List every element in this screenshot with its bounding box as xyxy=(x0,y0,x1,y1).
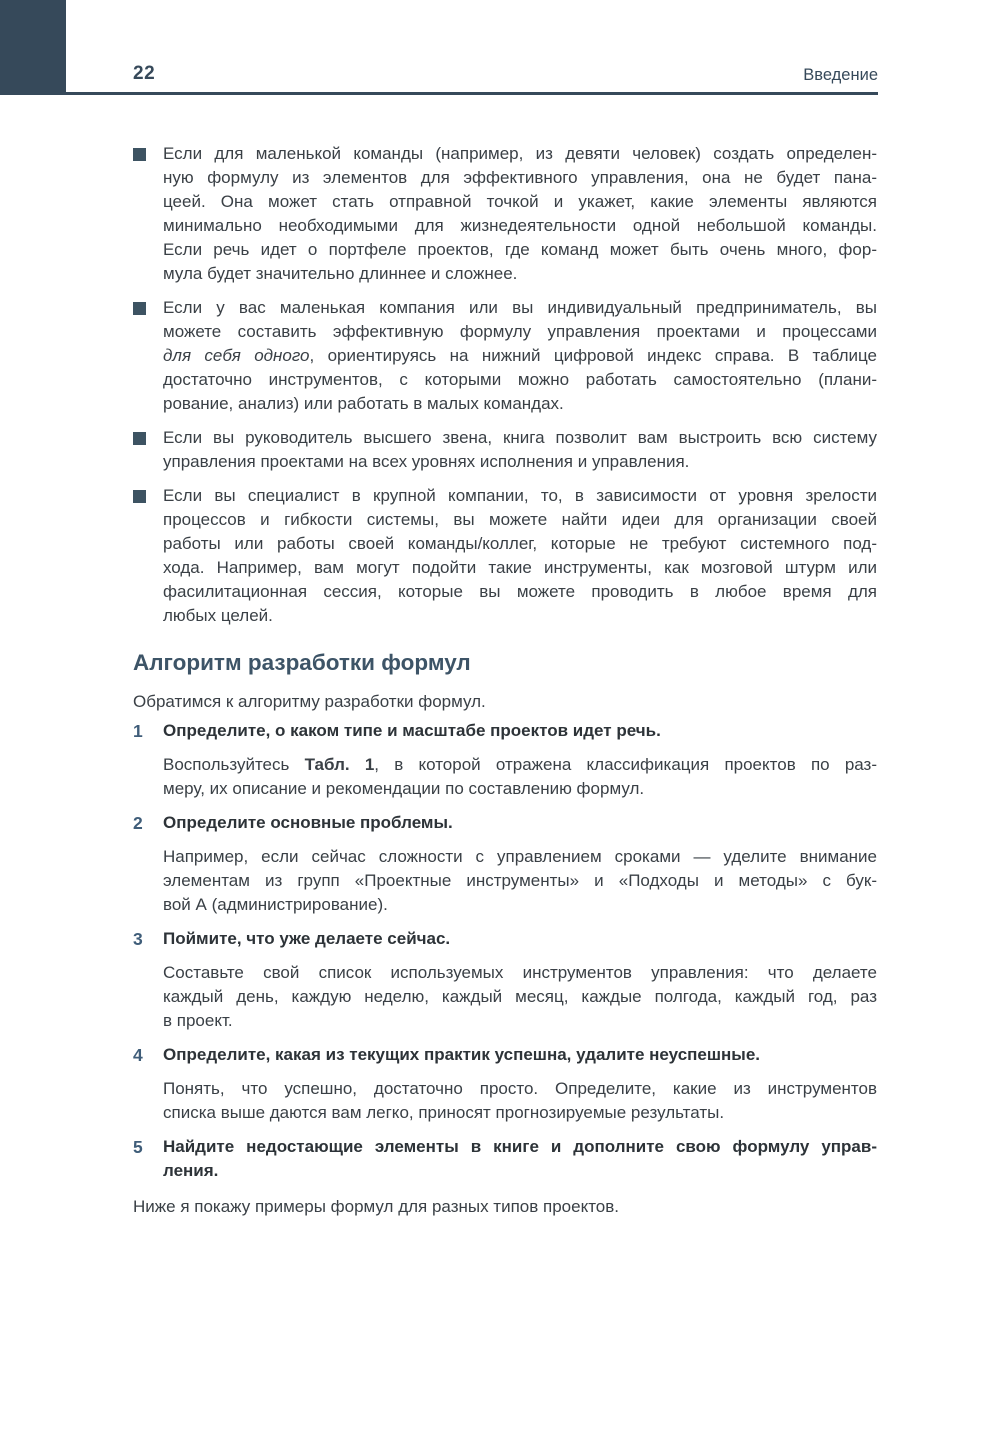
step-item-5 xyxy=(133,1135,877,1183)
bullet-item xyxy=(133,142,877,286)
text-line: управления проектами на всех уровнях исполнения и управления. xyxy=(163,452,690,471)
text-line: можете составить эффективную формулу управления проектами и процессами xyxy=(163,322,877,341)
text-line: Найдите недостающие элементы в книге и дополните свою формулу управ- xyxy=(163,1137,877,1156)
text-line: Составьте свой список используемых инструментов управления: что делаете xyxy=(163,963,877,982)
text-line: Если вы специалист в крупной компании, то, в зависимости от уровня зрелости xyxy=(163,486,877,505)
step-content xyxy=(163,1043,877,1125)
text-line: минимально необходимыми для жизнедеятельности одной небольшой команды. xyxy=(163,216,877,235)
step-number: 2 xyxy=(133,813,143,833)
bullet-item xyxy=(133,484,877,628)
text-line: ления. xyxy=(163,1161,219,1180)
text-line: Если для маленькой команды (например, из девяти человек) создать определен- xyxy=(163,144,877,163)
text-line: Если речь идет о портфеле проектов, где команд может быть очень много, фор- xyxy=(163,240,877,259)
step-title: Определите, о каком типе и масштабе проектов идет речь. xyxy=(163,721,661,740)
table-reference: Табл. 1 xyxy=(304,755,375,774)
step-item-4 xyxy=(133,1043,877,1125)
text-line: работы или работы своей команды/коллег, которые не требуют системного под- xyxy=(163,534,877,553)
page-number: 22 xyxy=(133,63,156,84)
text-segment: , в которой отражена классификация проектов по раз- xyxy=(374,755,877,774)
text-line: Например, если сейчас сложности с управлением сроками — уделите внимание xyxy=(163,847,877,866)
step-item-1 xyxy=(133,719,877,801)
text-line: Если у вас маленькая компания или вы индивидуальный предприниматель, вы xyxy=(163,298,877,317)
step-title: Определите, какая из текущих практик успешна, удалите неуспешные. xyxy=(163,1045,761,1064)
text-line: любых целей. xyxy=(163,606,273,625)
closing-paragraph: Ниже я покажу примеры формул для разных типов проектов. xyxy=(133,1197,620,1216)
step-number: 3 xyxy=(133,929,143,949)
step-content xyxy=(163,719,877,801)
bullet-paragraph xyxy=(163,296,877,416)
step-item-2 xyxy=(133,811,877,917)
text-line: каждый день, каждую неделю, каждый месяц, каждые полгода, каждый год, раз xyxy=(163,987,877,1006)
step-body xyxy=(163,753,877,801)
bullet-paragraph xyxy=(163,484,877,628)
bullet-square-icon xyxy=(133,148,146,161)
step-title: Определите основные проблемы. xyxy=(163,813,453,832)
text-line: мула будет значительно длиннее и сложнее. xyxy=(163,264,518,283)
step-item-3 xyxy=(133,927,877,1033)
bullet-paragraph xyxy=(163,142,877,286)
text-line: Если вы руководитель высшего звена, книга позволит вам выстроить всю систему xyxy=(163,428,877,447)
step-number: 1 xyxy=(133,721,143,741)
text-line: цеей. Она может стать отправной точкой и укажет, какие элементы являются xyxy=(163,192,877,211)
text-line xyxy=(163,753,877,777)
italic-phrase: для себя одного xyxy=(163,346,310,365)
text-line: рование, анализ) или работать в малых командах. xyxy=(163,394,564,413)
text-line: Понять, что успешно, достаточно просто. Определите, какие из инструментов xyxy=(163,1079,877,1098)
text-line: в проект. xyxy=(163,1011,233,1030)
step-content xyxy=(163,1135,877,1183)
intro-paragraph: Обратимся к алгоритму разработки формул. xyxy=(133,692,486,711)
text-line: процессов и гибкости системы, вы можете найти идеи для организации своей xyxy=(163,510,877,529)
text-line: ную формулу из элементов для эффективного управления, она не будет пана- xyxy=(163,168,877,187)
step-number: 4 xyxy=(133,1045,143,1065)
running-head-section: Введение xyxy=(803,66,878,84)
text-line: хода. Например, вам могут подойти такие инструменты, как мозговой штурм или xyxy=(163,558,877,577)
text-line: элементам из групп «Проектные инструменты» и «Подходы и методы» с бук- xyxy=(163,871,877,890)
bullet-item xyxy=(133,296,877,416)
page-header xyxy=(66,0,878,95)
bullet-square-icon xyxy=(133,490,146,503)
step-content xyxy=(163,927,877,1033)
step-title xyxy=(163,1135,877,1183)
step-body-lines xyxy=(163,777,877,801)
step-body xyxy=(163,1077,877,1125)
text-line: списка выше даются вам легко, приносят прогнозируемые результаты. xyxy=(163,1103,725,1122)
text-line: меру, их описание и рекомендации по составлению формул. xyxy=(163,779,645,798)
text-segment: Воспользуйтесь xyxy=(163,755,305,774)
bullet-square-icon xyxy=(133,432,146,445)
text-line xyxy=(163,344,877,368)
corner-accent-block xyxy=(0,0,66,95)
bullet-item xyxy=(133,426,877,474)
page-content xyxy=(133,142,877,1219)
step-title: Поймите, что уже делаете сейчас. xyxy=(163,929,451,948)
text-line: фасилитационная сессия, которые вы можете проводить в любое время для xyxy=(163,582,877,601)
step-body xyxy=(163,845,877,917)
step-content xyxy=(163,811,877,917)
step-body xyxy=(163,961,877,1033)
text-segment: , ориентируясь на нижний цифровой индекс справа. В таблице xyxy=(309,346,877,365)
text-line: вой А (администрирование). xyxy=(163,895,388,914)
text-line: достаточно инструментов, с которыми можно работать самостоятельно (плани- xyxy=(163,370,877,389)
section-heading: Алгоритм разработки формул xyxy=(133,650,471,675)
step-number: 5 xyxy=(133,1137,143,1157)
bullet-square-icon xyxy=(133,302,146,315)
bullet-paragraph xyxy=(163,426,877,474)
